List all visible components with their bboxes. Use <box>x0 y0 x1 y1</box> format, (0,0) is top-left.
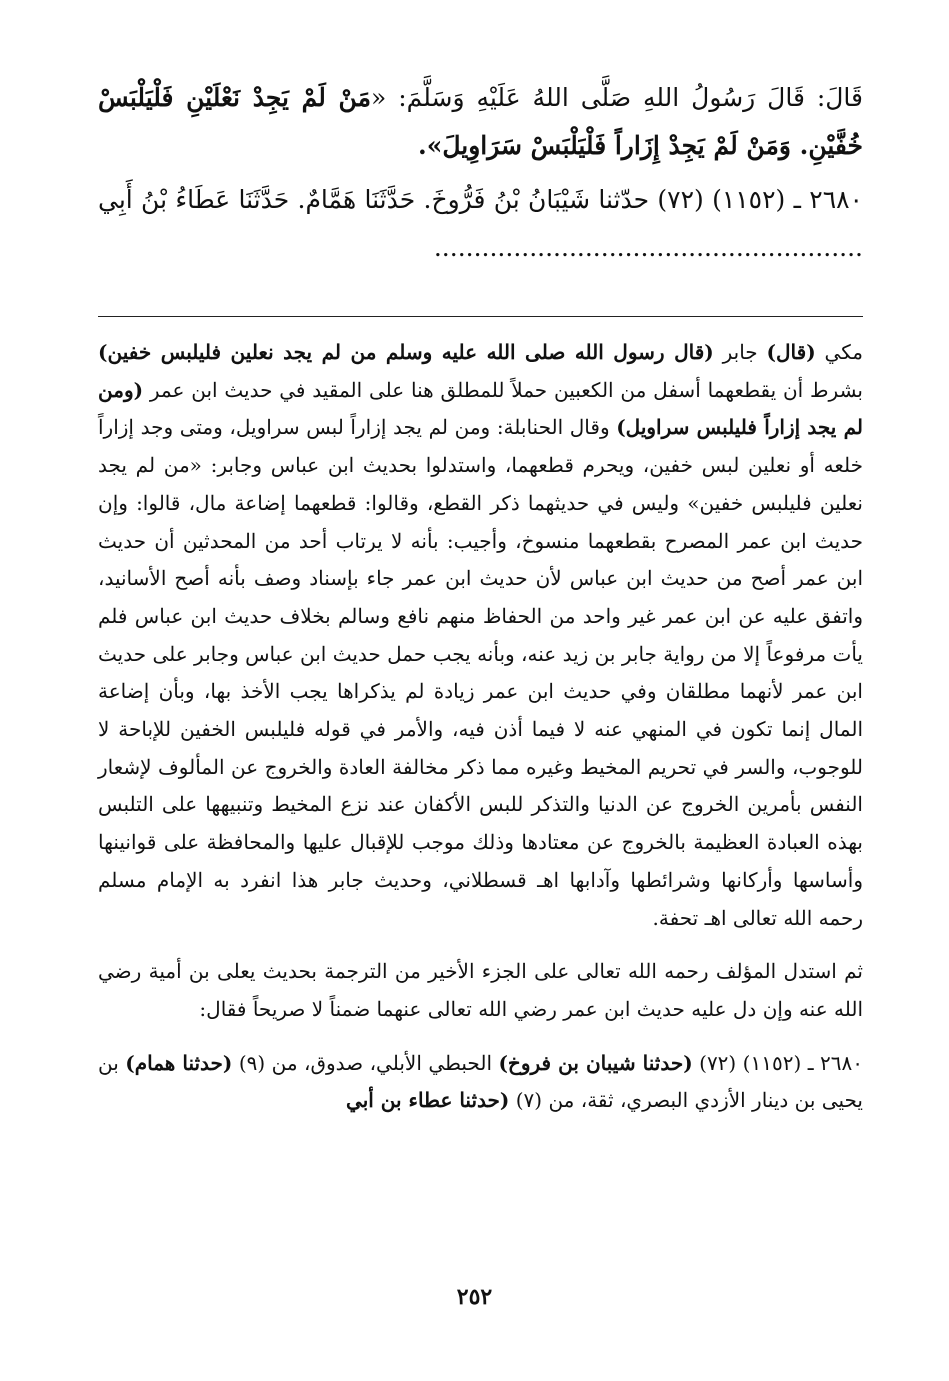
commentary-bold: (قال رسول الله صلى الله عليه وسلم من لم يجد نعلين فليلبس خفين) <box>98 340 714 364</box>
commentary-bold: (حدثنا عطاء بن أبي <box>346 1088 510 1113</box>
commentary-paragraph-2: ثم استدل المؤلف رحمه الله تعالى على الجزء الأخير من الترجمة بحديث يعلى بن أمية رضي الله عنه وإن دل عليه حديث ابن عمر رضي الله تعالى عنهما ضمناً لا صريحاً فقال: <box>98 959 863 1021</box>
commentary-text: بن يحيى بن دينار الأزدي البصري، ثقة، من (٧) <box>98 1050 863 1113</box>
commentary-bold: (حدثنا همام) <box>125 1050 233 1075</box>
commentary-text: وقال الحنابلة: ومن لم يجد إزاراً لبس سراويل، ومتى وجد إزاراً خلعه أو نعلين لبس خفين، ويحرم قطعهما، واستدلوا بحديث ابن عباس وجابر: «من لم يجد نعلين فليلبس خفين» وليس في حديثهما ذكر القطع، وقالوا: قطعهما إضاعة مال، قالوا: وإن حديث ابن عمر المصرح بقطعهما منسوخ، وأجيب: بأنه لا يرتاب أحد من المحدثين أن حديث ابن عمر أصح من حديث ابن عباس لأن حديث ابن عمر جاء بإسناد وصف بأنه أصح الأسانيد، واتفق عليه عن ابن عمر غير واحد من الحفاظ منهم نافع وسالم بخلاف حديث ابن عباس فلم يأت مرفوعاً إلا من رواية جابر بن زيد عنه، وبأنه يجب حمل حديث ابن عباس وجابر على حديث ابن عمر لأنهما مطلقان وفي حديث ابن عمر زيادة لم يذكراها يجب الأخذ بها، وبأن إضاعة المال إنما تكون في المنهي عنه لا فيما أذن فيه، والأمر في قوله فليلبس الخفين للإباحة لا للوجوب، والسر في تحريم المخيط وغيره مما ذكر مخالفة العادة والخروج عن المألوف لإشعار النفس بأمرين الخروج عن الدنيا والتذكر للبس الأكفان عند نزع المخيط وتنبيهها على التلبس بهذه العبادة العظيمة بالخروج عن معتادها وذلك موجب للإقبال عليها والمحافظة على قوانينها وأساسها وأركانها وشرائطها وآدابها اهـ قسطلاني، وحديث جابر هذا انفرد به الإمام مسلم رحمه الله تعالى اهـ تحفة. <box>98 415 863 930</box>
next-isnad-paragraph <box>98 176 863 272</box>
commentary-text: جابر <box>713 340 767 364</box>
hadith-quote: مَنْ لَمْ يَجِدْ نَعْلَيْنِ فَلْيَلْبَسْ خُفَّيْنِ. وَمَنْ لَمْ يَجِدْ إِزَاراً فَلْيَلْبَسْ سَرَاوِيلَ <box>98 83 863 160</box>
section-divider <box>98 316 863 317</box>
hadith-quote-close: ». <box>417 131 443 160</box>
hadith-intro: قَالَ: قَالَ رَسُولُ اللهِ صَلَّى اللهُ عَلَيْهِ وَسَلَّمَ: « <box>370 83 863 112</box>
commentary-bold: (قال) <box>766 340 816 364</box>
hadith-text-section <box>98 74 863 272</box>
commentary-paragraph-3 <box>98 1045 863 1120</box>
commentary-text: الحبطي الأبلي، صدوق، من (٩) <box>232 1050 499 1075</box>
page-number: ٢٥٢ <box>456 1284 493 1310</box>
continuation-dots: ...................................................... <box>433 233 863 262</box>
commentary-text: ٢٦٨٠ ـ (١١٥٢) (٧٢) <box>692 1050 863 1075</box>
commentary-text: بشرط أن يقطعهما أسفل من الكعبين حملاً للمطلق هنا على المقيد في حديث ابن عمر <box>143 377 863 402</box>
commentary-text: مكي <box>815 340 863 364</box>
commentary-bold: (حدثنا شيبان بن فروخ) <box>498 1050 693 1075</box>
commentary-section <box>98 334 863 1120</box>
commentary-bold: (ومن لم يجد إزاراً فليلبس سراويل) <box>98 377 863 440</box>
commentary-paragraph-1 <box>98 334 863 937</box>
next-isnad: ٢٦٨٠ ـ (١١٥٢) (٧٢) حدّثنا شَيْبَانُ بْنُ فَرُّوخَ. حَدَّثَنَا هَمَّامٌ. حَدَّثَنَا عَطَاءُ بْنُ أَبِي <box>98 185 863 214</box>
hadith-paragraph <box>98 74 863 170</box>
